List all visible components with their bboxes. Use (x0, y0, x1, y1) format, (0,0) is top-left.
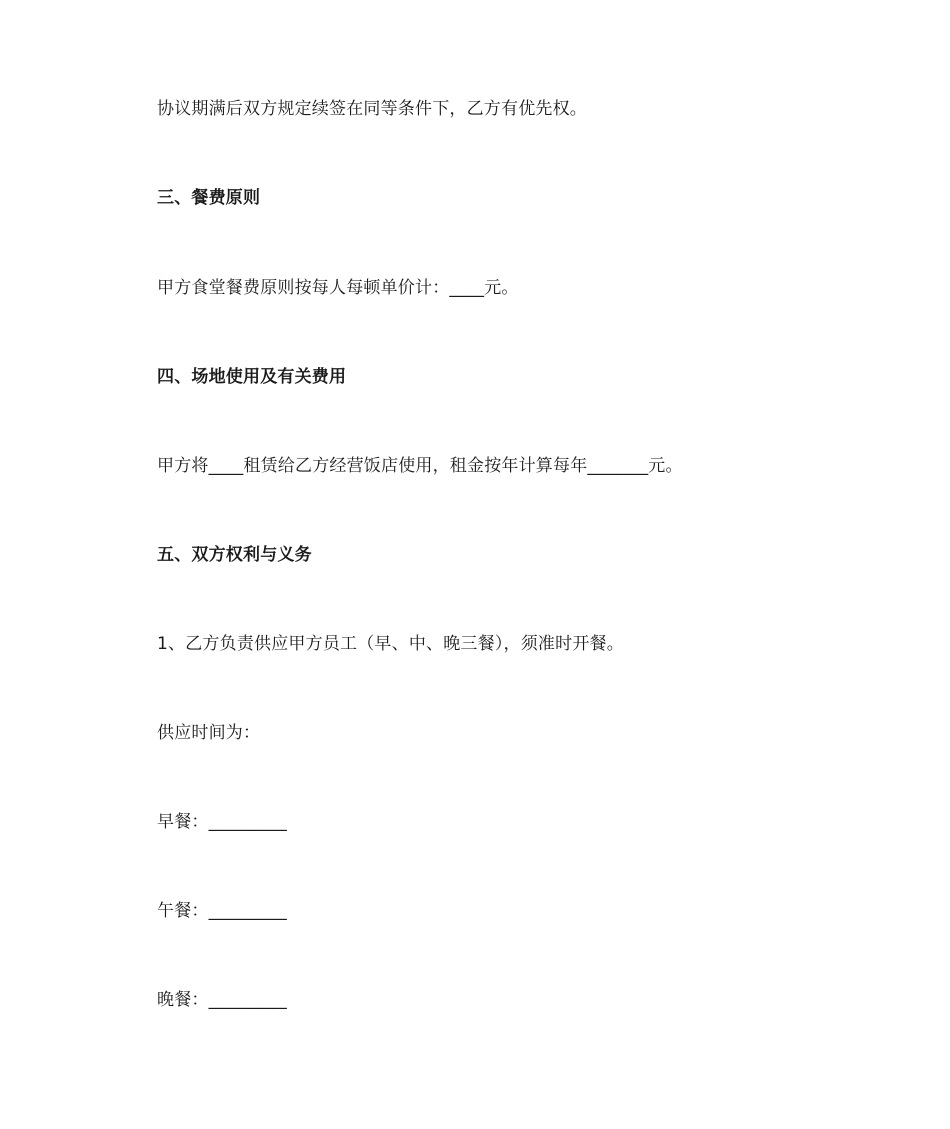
dinner-time-line: 晚餐：_________ (157, 990, 287, 1010)
paragraph-meal-supply: 1、乙方负责供应甲方员工（早、中、晚三餐），须准时开餐。 (157, 634, 624, 654)
paragraph-meal-price: 甲方食堂餐费原则按每人每顿单价计：____元。 (157, 278, 519, 298)
paragraph-renewal-priority: 协议期满后双方规定续签在同等条件下，乙方有优先权。 (157, 99, 587, 119)
section-heading-meal-fee: 三、餐费原则 (157, 188, 261, 208)
breakfast-time-line: 早餐：_________ (157, 812, 287, 832)
paragraph-supply-time: 供应时间为： (157, 723, 261, 743)
section-heading-rights-obligations: 五、双方权利与义务 (157, 545, 312, 565)
paragraph-rent: 甲方将____租赁给乙方经营饭店使用，租金按年计算每年_______元。 (157, 456, 683, 476)
section-heading-venue-use: 四、场地使用及有关费用 (157, 367, 347, 387)
lunch-time-line: 午餐：_________ (157, 901, 287, 921)
